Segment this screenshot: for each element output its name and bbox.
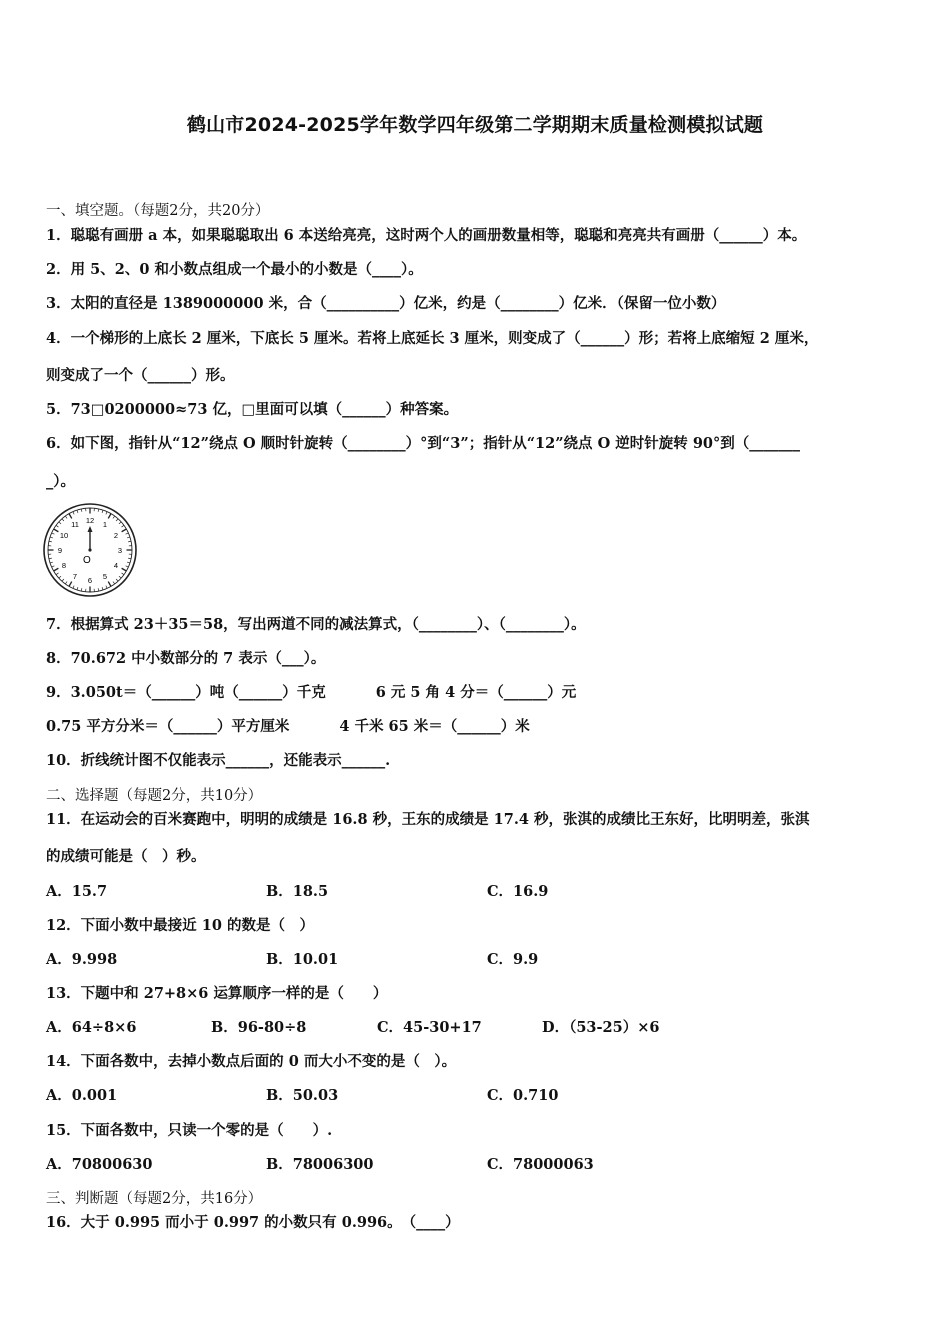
question-10: 10．折线统计图不仅能表示______，还能表示______. [46, 752, 391, 769]
question-9-line-1 [46, 683, 576, 703]
question-14: 14．下面各数中，去掉小数点后面的 0 而大小不变的是（ ）。 [46, 1053, 457, 1070]
clock-minor-tick [77, 587, 78, 590]
clock-minor-tick [65, 516, 67, 518]
clock-hand-arrow [88, 526, 93, 532]
question-11-line-2: 的成绩可能是（ ）秒。 [46, 848, 206, 865]
clock-major-tick [54, 529, 59, 532]
option-b: B．18.5 [266, 883, 329, 900]
clock-major-tick [108, 514, 111, 519]
option-a: A．70800630 [46, 1156, 153, 1173]
option-a: A．15.7 [46, 883, 108, 900]
clock-number: 12 [85, 516, 95, 525]
clock-minor-tick [102, 510, 103, 513]
option-b: B．78006300 [266, 1156, 374, 1173]
clock-minor-tick [119, 576, 121, 578]
option-b: B．50.03 [266, 1087, 339, 1104]
question-9-part-d: 4 千米 65 米＝（______）米 [339, 718, 530, 735]
clock-minor-tick [50, 537, 53, 538]
question-9-line-2 [46, 717, 530, 737]
clock-minor-tick [59, 522, 61, 524]
section-header-judgment: 三、判断题（每题2分，共16分） [46, 1191, 263, 1207]
question-14-options [46, 1086, 906, 1106]
clock-minor-tick [65, 582, 67, 584]
clock-minor-tick [49, 558, 52, 559]
clock-minor-tick [122, 525, 124, 527]
clock-minor-tick [73, 512, 74, 515]
clock-number: 11 [71, 520, 79, 530]
question-12-options [46, 950, 906, 970]
clock-minor-tick [126, 566, 129, 567]
option-a: A．9.998 [46, 951, 118, 968]
clock-minor-tick [62, 579, 64, 581]
clock-major-tick [108, 582, 111, 587]
page-title: 鹤山市2024-2025学年数学四年级第二学期期末质量检测模拟试题 [186, 114, 764, 136]
question-1: 1．聪聪有画册 a 本，如果聪聪取出 6 本送给亮亮，这时两个人的画册数量相等，聪聪和亮亮共有画册（______）本。 [46, 227, 807, 244]
option-d: D．（53-25）×6 [542, 1019, 660, 1036]
clock-minor-tick [127, 537, 130, 538]
clock-major-tick [122, 529, 127, 532]
clock-minor-tick [73, 586, 74, 589]
question-2: 2．用 5、2、0 和小数点组成一个最小的小数是（____）。 [46, 261, 423, 278]
option-c: C．16.9 [487, 883, 549, 900]
clock-major-tick [69, 582, 72, 587]
question-15: 15．下面各数中，只读一个零的是（ ）. [46, 1122, 333, 1139]
clock-number: 6 [87, 576, 93, 585]
clock-number: 2 [113, 531, 119, 540]
clock-minor-tick [127, 562, 130, 563]
clock-minor-tick [126, 533, 129, 534]
clock-number: 5 [102, 571, 108, 581]
question-9-part-c: 0.75 平方分米＝（______）平方厘米 [46, 718, 290, 735]
clock-minor-tick [119, 522, 121, 524]
clock-minor-tick [77, 510, 78, 513]
clock-number: 3 [117, 546, 123, 555]
clock-minor-tick [56, 573, 58, 575]
option-c: C．9.9 [487, 951, 539, 968]
clock-major-tick [54, 568, 59, 571]
clock-number: 7 [72, 571, 78, 581]
section-header-choice: 二、选择题（每题2分，共10分） [46, 788, 263, 804]
clock-number: 4 [113, 561, 119, 570]
clock-minor-tick [113, 516, 115, 518]
option-a: A．64÷8×6 [46, 1019, 137, 1036]
question-9-part-a: 9．3.050t＝（______）吨（______）千克 [46, 684, 326, 701]
question-11-line-1: 11．在运动会的百米赛跑中，明明的成绩是 16.8 秒，王东的成绩是 17.4 秒，张淇的成绩比王东好，比明明差，张淇 [46, 811, 810, 828]
clock-number: 10 [59, 531, 69, 540]
clock-minor-tick [128, 541, 131, 542]
option-c: C．45-30+17 [377, 1019, 482, 1036]
option-c: C．0.710 [487, 1087, 559, 1104]
clock-minor-tick [122, 573, 124, 575]
clock-minor-tick [106, 586, 107, 589]
clock-number: 9 [57, 546, 63, 555]
clock-minor-tick [52, 566, 55, 567]
clock-minor-tick [81, 588, 82, 591]
clock-figure [42, 502, 138, 598]
option-b: B．10.01 [266, 951, 339, 968]
clock-number: 8 [61, 561, 67, 570]
question-6-line-2: _）。 [46, 473, 75, 490]
clock-minor-tick [113, 582, 115, 584]
question-5: 5．73□0200000≈73 亿，□里面可以填（______）种答案。 [46, 401, 459, 418]
question-13-options [46, 1018, 906, 1038]
clock-minor-tick [59, 576, 61, 578]
clock-minor-tick [56, 525, 58, 527]
clock-minor-tick [52, 533, 55, 534]
question-4-line-1: 4．一个梯形的上底长 2 厘米，下底长 5 厘米。若将上底延长 3 厘米，则变成了（______）形；若将上底缩短 2 厘米， [46, 330, 819, 347]
question-9-part-b: 6 元 5 角 4 分＝（______）元 [375, 684, 577, 701]
clock-minor-tick [81, 509, 82, 512]
question-16: 16．大于 0.995 而小于 0.997 的小数只有 0.996。 （____） [46, 1214, 460, 1231]
option-c: C．78000063 [487, 1156, 594, 1173]
clock-center-dot [88, 548, 91, 551]
question-8: 8．70.672 中小数部分的 7 表示（___）。 [46, 650, 326, 667]
clock-minor-tick [50, 562, 53, 563]
clock-minor-tick [62, 519, 64, 521]
question-15-options [46, 1155, 906, 1175]
question-12: 12．下面小数中最接近 10 的数是（ ） [46, 917, 314, 934]
clock-minor-tick [102, 587, 103, 590]
option-a: A．0.001 [46, 1087, 118, 1104]
question-6-line-1: 6．如下图，指针从“12”绕点 O 顺时针旋转（________）°到“3”；指针从“12”绕点 O 逆时针旋转 90°到（_______ [46, 435, 801, 452]
option-b: B．96-80÷8 [211, 1019, 307, 1036]
section-header-fill-blank: 一、填空题。（每题2分，共20分） [46, 203, 270, 219]
question-11-options [46, 882, 906, 902]
clock-minor-tick [116, 579, 118, 581]
clock-minor-tick [116, 519, 118, 521]
clock-major-tick [69, 514, 72, 519]
clock-minor-tick [98, 509, 99, 512]
clock-major-tick [122, 568, 127, 571]
clock-minor-tick [106, 512, 107, 515]
clock-minor-tick [49, 541, 52, 542]
question-4-line-2: 则变成了一个（______）形。 [46, 367, 235, 384]
question-13: 13．下题中和 27+8×6 运算顺序一样的是（ ） [46, 985, 388, 1002]
clock-center-label: O [83, 555, 91, 566]
clock-minor-tick [98, 588, 99, 591]
clock-minor-tick [128, 558, 131, 559]
clock-number: 1 [102, 520, 108, 530]
question-3: 3．太阳的直径是 1389000000 米，合（__________）亿米，约是（________）亿米．（保留一位小数） [46, 295, 726, 312]
question-7: 7．根据算式 23＋35＝58，写出两道不同的减法算式，（________）、（________）。 [46, 616, 586, 633]
